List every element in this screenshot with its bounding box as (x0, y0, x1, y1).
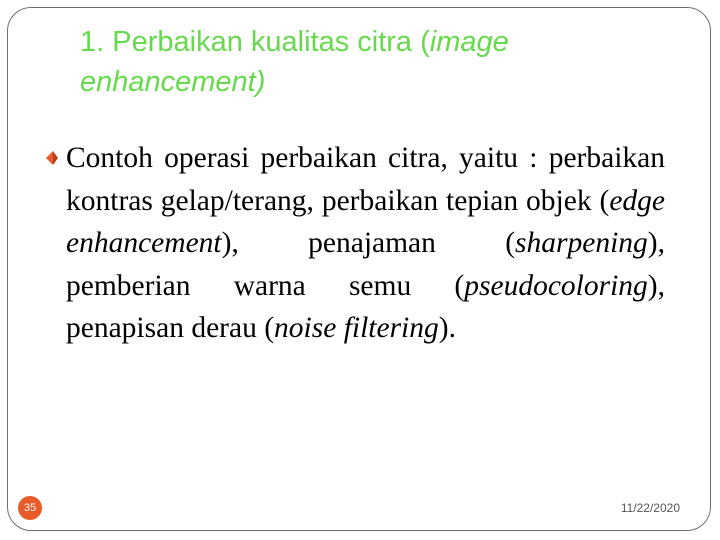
slide-title-italic: image enhancement) (80, 26, 509, 98)
body-text-1: Contoh operasi perbaikan citra, yaitu : perbaikan kontras gelap/terang, perbaikan tepian objek ( (66, 142, 665, 217)
body-italic-pseudocoloring: pseudocoloring (464, 269, 648, 302)
bullet-paragraph (66, 137, 665, 350)
body-italic-sharpening: sharpening (515, 227, 648, 260)
page-number-badge: 35 (18, 496, 42, 520)
slide-title-plain: 1. Perbaikan kualitas citra ( (80, 26, 430, 58)
slide-title (80, 22, 640, 102)
body-text-2: ), penajaman ( (221, 227, 516, 260)
body-text-3: ), pemberian warna semu ( (66, 227, 665, 302)
body-text-4: ), penapisan derau ( (66, 269, 665, 345)
body-text-5: ). (438, 312, 456, 345)
body-italic-noise-filtering: noise filtering (274, 312, 439, 345)
slide-date: 11/22/2020 (620, 501, 680, 515)
diamond-bullet-icon (45, 137, 63, 179)
body-italic-edge-enhancement: edge enhancement (66, 184, 665, 260)
